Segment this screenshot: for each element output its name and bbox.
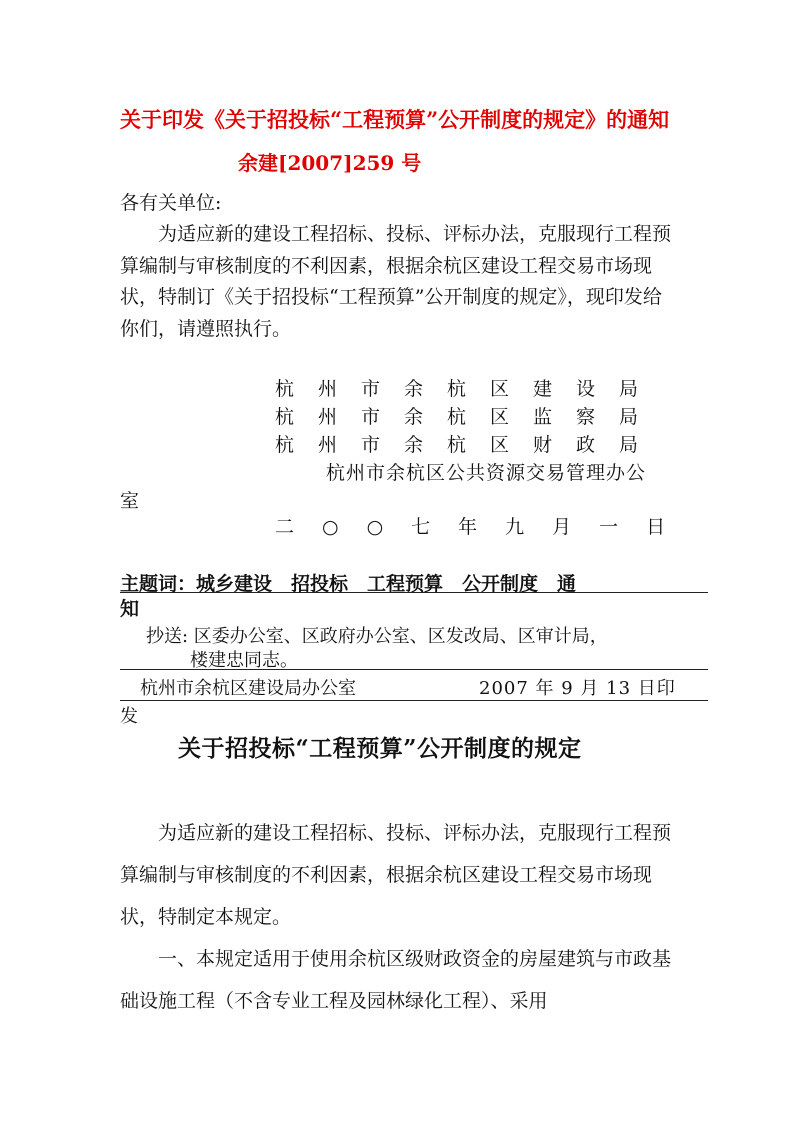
issuer-finance-bureau: 杭州市余杭区财政局 xyxy=(275,434,663,456)
issuer-resource-office: 杭州市余杭区公共资源交易管理办公 xyxy=(326,462,647,484)
cc-recipients: 抄送: 区委办公室、区政府办公室、区发改局、区审计局， xyxy=(146,626,608,647)
issuer-supervision-bureau: 杭州市余杭区监察局 xyxy=(275,406,663,428)
divider-middle xyxy=(120,669,708,670)
cc-recipients-wrap: 楼建忠同志。 xyxy=(190,650,298,671)
divider-bottom xyxy=(120,700,708,701)
issuer-construction-bureau: 杭州市余杭区建设局 xyxy=(275,378,663,400)
salutation: 各有关单位: xyxy=(120,192,222,214)
notice-body: 为适应新的建设工程招标、投标、评标办法，克服现行工程预算编制与审核制度的不利因素，根据余杭区建设工程交易市场现状，特制订《关于招投标“工程预算”公开制度的规定》，现印发给你们，请遵照执行。 xyxy=(120,223,672,340)
subject-words-wrap: 知 xyxy=(120,598,140,620)
regulation-paragraph-1: 为适应新的建设工程招标、投标、评标办法，克服现行工程预算编制与审核制度的不利因素，根据余杭区建设工程交易市场现状，特制定本规定。 xyxy=(120,822,672,928)
regulation-title: 关于招投标“工程预算”公开制度的规定 xyxy=(178,735,582,762)
issuer-resource-office-wrap: 室 xyxy=(120,490,140,512)
issue-date: 二○○七年九月一日 xyxy=(275,516,694,538)
subject-words: 主题词：城乡建设 招投标 工程预算 公开制度 通 xyxy=(120,573,577,595)
document-number: 余建[2007]259 号 xyxy=(238,151,422,175)
print-date-wrap: 发 xyxy=(120,706,138,727)
print-date: 2007 年 9 月 13 日印 xyxy=(479,678,676,699)
issuing-office: 杭州市余杭区建设局办公室 xyxy=(140,678,356,699)
divider-top xyxy=(120,592,708,593)
regulation-paragraph-2: 一、本规定适用于使用余杭区级财政资金的房屋建筑与市政基础设施工程（不含专业工程及园林绿化工程）、采用 xyxy=(120,948,672,1012)
notice-title: 关于印发《关于招投标“工程预算”公开制度的规定》的通知 xyxy=(120,107,670,132)
